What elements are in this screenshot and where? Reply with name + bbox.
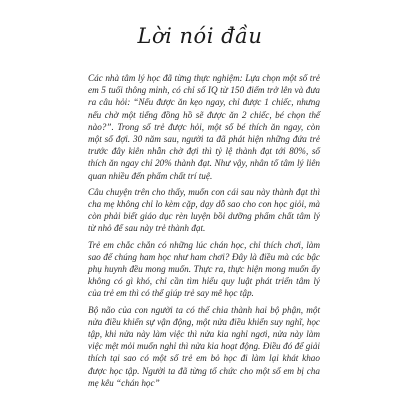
paragraph-4: Bộ não của con người ta có thể chia thành hai bộ phận, một nửa điều khiển sự vận động, một nửa điều khiển suy nghĩ, học tập, khi nửa này làm việc thì nửa kia nghỉ ngơi, nửa này làm việc mệt mỏi muốn nghỉ thì nửa kia hoạt động. Điều đó để giải thích tại sao có một số trẻ em bỏ học đi làm lại khát khao được học tập. Người ta đã từng tổ chức cho một số em bị cha mẹ kêu “chán học” [88,304,320,388]
page-title: Lời nói đầu [137,24,263,48]
paragraph-3: Trẻ em chắc chắn có những lúc chán học, chỉ thích chơi, làm sao để chúng ham học như ham chơi? Đây là điều mà các bậc phụ huynh đều mong muốn. Thực ra, thực hiện mong muốn ấy không có gì khó, chỉ cần tìm hiểu quy luật phát triển tâm lý của trẻ em thì có thể giúp trẻ say mê học tập. [88,239,320,299]
paragraph-1: Các nhà tâm lý học đã từng thực nghiệm: Lựa chọn một số trẻ em 5 tuổi thông minh, có chỉ số IQ từ 150 điểm trở lên và đưa ra câu hỏi: “Nếu được ăn kẹo ngay, chỉ được 1 chiếc, nhưng nếu chờ một tiếng đồng hồ sẽ được ăn 2 chiếc, bé chọn thế nào?”. Trong số trẻ được hỏi, một số bé thích ăn ngay, còn một số đợi. 30 năm sau, người ta đã phát hiện những đứa trẻ trước đây kiên nhẫn chờ đợi thì tỷ lệ thành đạt tới 80%, số thích ăn ngay chỉ 20% thành đạt. Như vậy, nhân tố tâm lý liên quan nhiều đến phẩm chất trí tuệ. [88,73,320,181]
body-text [88,72,320,393]
paragraph-2: Câu chuyện trên cho thấy, muốn con cái sau này thành đạt thì cha mẹ không chỉ lo kèm cặp, dạy dỗ sao cho con học giỏi, mà còn phải biết giáo dục rèn luyện bồi dưỡng phẩm chất tâm lý từ nhỏ để sau này trẻ thành đạt. [88,186,320,234]
